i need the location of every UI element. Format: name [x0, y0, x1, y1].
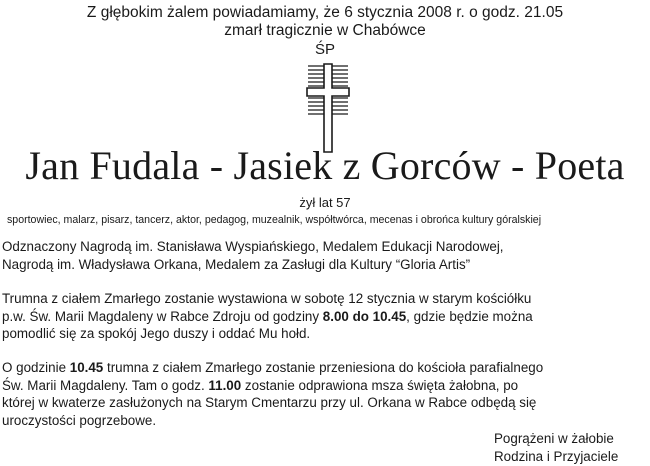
funeral-paragraph: [2, 359, 642, 429]
sp-label: ŚP: [314, 41, 335, 58]
funeral-line: uroczystości pogrzebowe.: [2, 412, 157, 428]
signature-line: Pogrążeni w żałobie: [494, 431, 614, 446]
viewing-line: pomodlić się za spokój Jego duszy i oddać Mu hołd.: [2, 326, 311, 341]
procession-time: 10.45: [69, 360, 104, 375]
professions-line: sportowiec, malarz, pisarz, tancerz, aktor, pedagog, muzealnik, współtwórca, mecenas i obrońca kultury góralskiej: [7, 214, 542, 226]
funeral-line: [2, 359, 642, 377]
mass-time: 11.00: [208, 377, 242, 393]
funeral-text: trumna z ciałem Zmarłego zostanie przeniesiona do kościoła parafialnego: [103, 360, 544, 375]
viewing-hours: 8.00 do 10.45: [322, 308, 407, 324]
funeral-line: [2, 377, 642, 395]
viewing-paragraph: [2, 290, 642, 343]
cross-icon: [302, 62, 354, 154]
funeral-text: Św. Marii Magdaleny. Tam o godz.: [2, 377, 209, 393]
funeral-line: której w kwaterze zasłużonych na Starym Cmentarzu przy ul. Orkana w Rabce odbędą się: [2, 395, 537, 410]
awards-line: Odznaczony Nagrodą im. Stanisława Wyspiańskiego, Medalem Edukacji Narodowej,: [2, 239, 504, 254]
signature-line: Rodzina i Przyjaciele: [494, 448, 619, 464]
death-place-line: zmarł tragicznie w Chabówce: [224, 22, 426, 39]
funeral-text: zostanie odprawiona msza święta żałobna, po: [241, 377, 519, 393]
awards-paragraph: [2, 238, 642, 273]
funeral-text: O godzinie: [2, 360, 70, 375]
viewing-line: Trumna z ciałem Zmarłego zostanie wystawiona w sobotę 12 stycznia w starym kościółku: [2, 291, 532, 306]
signature: [494, 430, 618, 465]
viewing-text: p.w. Św. Marii Magdaleny w Rabce Zdroju od godziny: [2, 308, 323, 324]
viewing-text: , gdzie będzie można: [406, 308, 533, 324]
announcement-line: Z głębokim żalem powiadamiamy, że 6 stycznia 2008 r. o godz. 21.05: [86, 4, 564, 21]
deceased-name: Jan Fudala - Jasiek z Gorców - Poeta: [25, 143, 625, 188]
awards-line: Nagrodą im. Władysława Orkana, Medalem za Zasługi dla Kultury “Gloria Artis”: [2, 256, 471, 272]
age-line: żył lat 57: [299, 195, 351, 210]
viewing-line: [2, 308, 642, 326]
